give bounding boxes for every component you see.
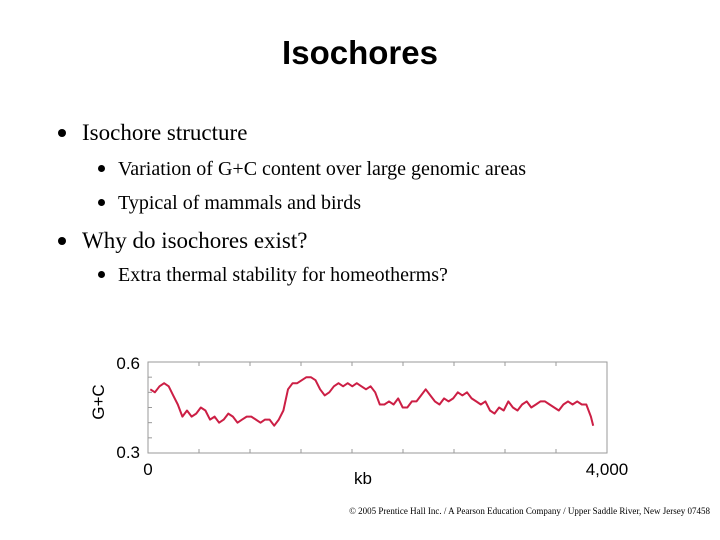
gc-series-line	[150, 377, 593, 426]
bullet-dot-icon	[98, 199, 105, 206]
y-tick-label-top: 0.6	[116, 354, 140, 373]
bullet-dot-icon	[58, 237, 66, 245]
sub-bullet-item	[98, 158, 526, 181]
y-axis-label: G+C	[89, 384, 108, 420]
x-tick-label-end: 4,000	[585, 460, 629, 479]
copyright-notice: © 2005 Prentice Hall Inc. / A Pearson Education Company / Upper Saddle River, New Jersey 07458	[349, 506, 710, 516]
x-tick-label-start: 0	[143, 460, 153, 479]
slide-title: Isochores	[282, 34, 438, 71]
bullet-dot-icon	[98, 271, 105, 278]
bullet-dot-icon	[98, 165, 105, 172]
sub-bullet-text: Extra thermal stability for homeotherms?	[118, 264, 448, 286]
bullet-dot-icon	[58, 129, 66, 137]
sub-bullet-text: Typical of mammals and birds	[118, 192, 361, 214]
axis-ticks	[148, 362, 556, 453]
plot-frame	[148, 362, 607, 453]
bullet-text: Isochore structure	[82, 120, 248, 145]
sub-bullet-item	[98, 264, 448, 287]
x-axis-label: kb	[354, 469, 372, 488]
y-tick-label-bottom: 0.3	[116, 443, 140, 462]
bullet-text: Why do isochores exist?	[82, 228, 308, 253]
bullet-item	[58, 120, 247, 146]
bullet-item	[58, 228, 307, 254]
gc-content-chart	[0, 340, 720, 500]
sub-bullet-item	[98, 192, 361, 215]
sub-bullet-text: Variation of G+C content over large genomic areas	[118, 158, 526, 180]
